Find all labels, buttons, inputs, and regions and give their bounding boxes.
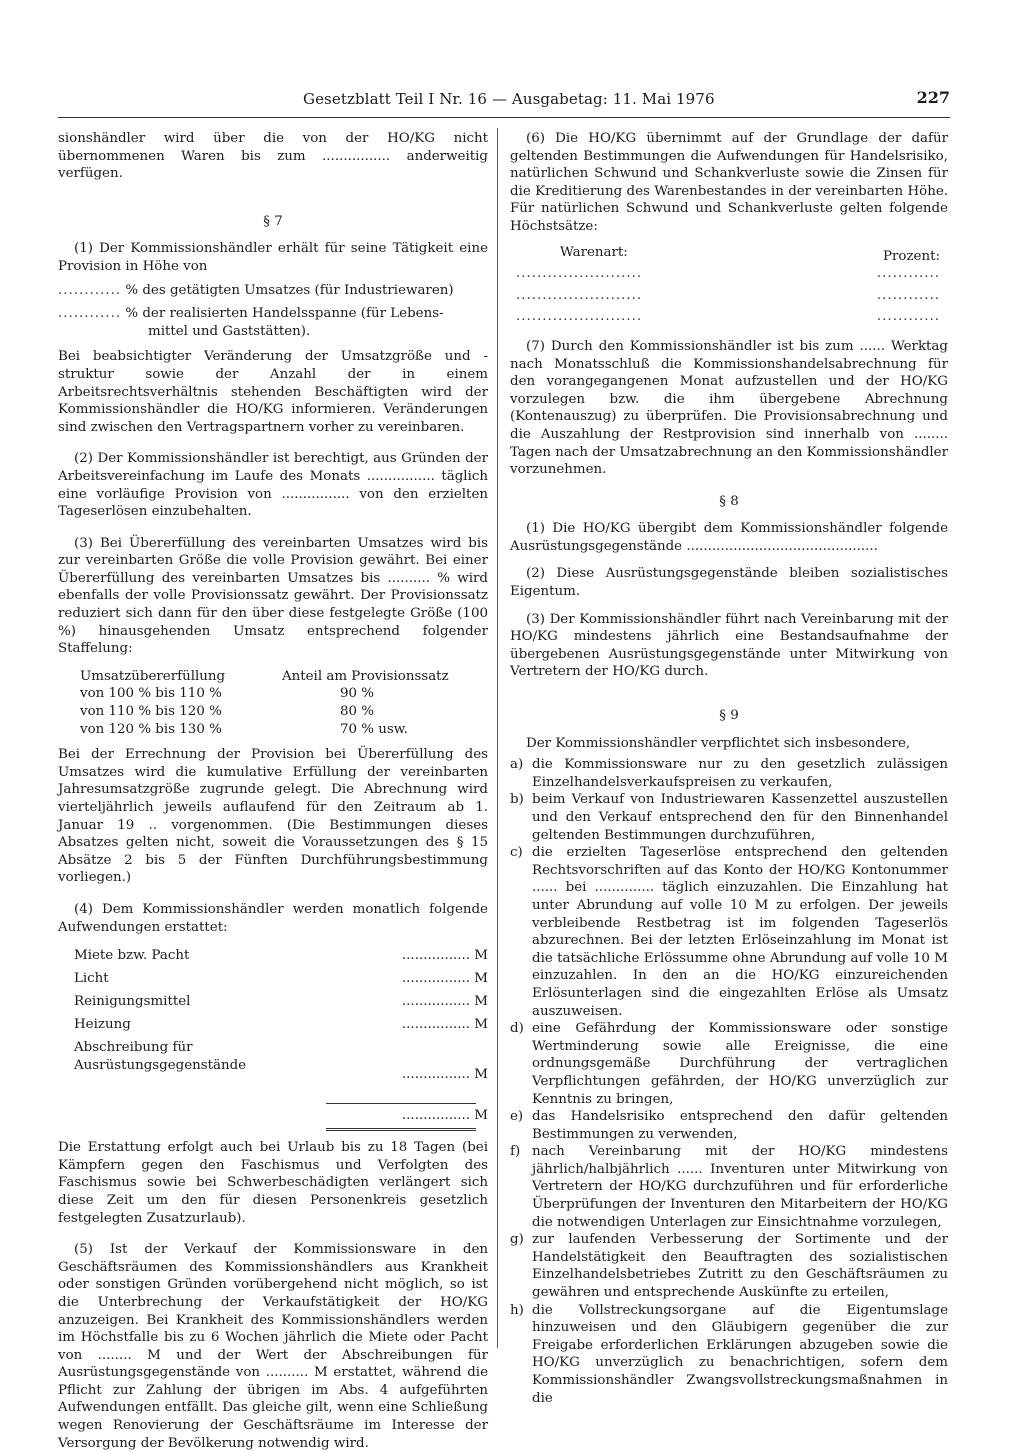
warenart-row (510, 304, 948, 326)
paragraph: Die Erstattung erfolgt auch bei Urlaub bis zu 18 Tagen (bei Kämpfern gegen den Faschismus und Verfolgten des Faschismus sowie bei Schwerbeschädigten verlängert sich diese Zeit um den für diesen Personenkreis gesetzlich festgelegten Zusatzurlaub). (58, 1140, 488, 1226)
expense-total-row (58, 1104, 488, 1127)
paragraph: (3) Bei Übererfüllung des vereinbarten Umsatzes wird bis zur vereinbarten Größe die volle Provision gewährt. Bei einer Übererfüllung des vereinbarten Umsatzes bis .......... % wird ebenfalls der volle Provisionssatz gewährt. Der Provisionssatz reduziert sich dann für den über diese festgelegte Größe (100 %) hinausgehenden Umsatz entsprechend folgender Staffelung: (58, 535, 488, 657)
section-heading: § 9 (719, 708, 739, 724)
percent-line (58, 282, 488, 300)
warenart-row (510, 283, 948, 305)
list-item-text: die Kommissionsware nur zu den gesetzlich zulässigen Einzelhandelsverkaufspreisen zu verkaufen, (532, 757, 948, 790)
list-item-text: die erzielten Tageserlöse entsprechend den geltenden Rechtsvorschriften auf das Konto der HO/KG Kontonummer ...... bei .............. täglich einzuzahlen. Die Einzahlung hat unter Abrundung auf volle 10 M zu erfolgen. Der jeweils verbleibende Restbetrag ist im folgenden Tageserlös abzurechnen. Bei der letzten Erlöseinzahlung im Monat ist die tatsächliche Erlössumme ohne Abrundung auf volle 10 M einzuzahlen. In den an die HO/KG einzureichenden Erlösunterlagen sind die eingezahlten Erlöse als Umsatz auszuweisen. (532, 845, 948, 1019)
list-item-label: d) (510, 1021, 524, 1037)
percent-line (58, 305, 488, 323)
expense-row (58, 1013, 488, 1036)
column-divider (497, 128, 498, 1348)
list-item (510, 1143, 948, 1231)
paragraph: (2) Diese Ausrüstungsgegenstände bleiben sozialistisches Eigentum. (510, 566, 948, 600)
list-item-label: e) (510, 1109, 524, 1125)
table-cell: von 100 % bis 110 % (80, 686, 222, 702)
table-header-cell: Umsatzübererfüllung (80, 668, 226, 684)
warenart-blank: ........................ (516, 287, 643, 303)
list-item (510, 1302, 948, 1408)
section-heading: § 8 (719, 493, 739, 509)
list-item (510, 844, 948, 1020)
list-item-label: c) (510, 845, 523, 861)
expense-label: Licht (74, 971, 109, 987)
table-cell: 90 % (339, 686, 374, 702)
paragraph: (7) Durch den Kommissionshändler ist bis zum ...... Werktag nach Monatsschluß die Kommissionshandelsabrechnung für den vorangegangenen Monat aufzustellen und der HO/KG vorzulegen bzw. die ihm übergebene Abrechnung (Kontenauszug) zu überprüfen. Die Provisionsabrechnung und die Auszahlung der Restprovision sind innerhalb von ........ Tagen nach der Umsatzabrechnung an den Kommissionshändler vorzunehmen. (510, 338, 948, 478)
prozent-blank: ............ (876, 266, 940, 282)
expense-label: Miete bzw. Pacht (74, 948, 190, 964)
obligation-list (510, 756, 948, 1407)
list-item-label: a) (510, 757, 524, 773)
expense-amount: ................ M (401, 994, 488, 1010)
blank-field: ............ (58, 282, 122, 298)
expense-row (58, 1057, 488, 1093)
percent-text: % des getätigten Umsatzes (für Industriewaren) (125, 282, 454, 298)
table-cell: 80 % (339, 704, 374, 720)
table-row (58, 685, 488, 703)
paragraph: (1) Die HO/KG übergibt dem Kommissionshändler folgende Ausrüstungsgegenstände ............................................. (510, 521, 948, 554)
list-item-label: h) (510, 1302, 524, 1318)
list-item-text: eine Gefährdung der Kommissionsware oder sonstige Wertminderung sowie alle Ereignisse, die eine ordnungsgemäße Durchführung der vertraglichen Verpflichtungen gefährden, der HO/KG unverzüglich zur Kenntnis zu bringen, (532, 1021, 948, 1107)
page-number: 227 (916, 88, 950, 107)
paragraph: (3) Der Kommissionshändler führt nach Vereinbarung mit der HO/KG mindestens jährlich eine Bestandsaufnahme der übergebenen Ausrüstungsgegenstände unter Mitwirkung von Vertretern der HO/KG durch. (510, 611, 948, 680)
header-rule (58, 117, 950, 118)
warenart-row (510, 265, 948, 283)
table-row (58, 721, 488, 739)
paragraph: (1) Der Kommissionshändler erhält für seine Tätigkeit eine Provision in Höhe von (58, 241, 488, 274)
paragraph: Der Kommissionshändler verpflichtet sich insbesondere, (526, 735, 911, 751)
table-header-row (58, 668, 488, 686)
right-column (510, 130, 948, 1407)
prozent-blank: ............ (876, 287, 940, 303)
prozent-head: Prozent: (883, 248, 940, 264)
header-title: Gesetzblatt Teil I Nr. 16 — Ausgabetag: 11. Mai 1976 (303, 90, 715, 108)
expense-total: ................ M (401, 1108, 488, 1124)
expense-row (58, 990, 488, 1013)
warenart-head: Warenart: (560, 244, 628, 260)
paragraph: (4) Dem Kommissionshändler werden monatlich folgende Aufwendungen erstattet: (58, 901, 488, 935)
expense-label: Heizung (74, 1017, 131, 1033)
list-item (510, 756, 948, 791)
list-item-text: die Vollstreckungsorgane auf die Eigentumslage hinzuweisen und den Gläubigern gegenüber die zur Freigabe erforderlichen Erklärungen abzugeben sowie die HO/KG unverzüglich zu benachrichtigen, sofern dem Kommissionshändler Zwangsvollstreckungsmaßnahmen in die (532, 1302, 948, 1406)
list-item-text: nach Vereinbarung mit der HO/KG mindestens jährlich/halbjährlich ...... Inventuren unter Mitwirkung von Vertretern der HO/KG durchzuführen und für erforderliche Überprüfungen der Inventuren den Mitarbeitern der HO/KG die notwendigen Unterlagen zur Einsichtnahme vorzulegen, (532, 1144, 948, 1230)
prozent-blank: ............ (876, 309, 940, 325)
table-cell: von 110 % bis 120 % (80, 704, 222, 720)
warenart-blank: ........................ (516, 266, 643, 282)
list-item-text: zur laufenden Verbesserung der Sortimente und der Handelstätigkeit den Beauftragten des sozialistischen Einzelhandelsbetriebes Zutritt zu den Geschäftsräumen zu gewähren und entsprechende Auskünfte zu erteilen, (532, 1232, 948, 1301)
paragraph: (2) Der Kommissionshändler ist berechtigt, aus Gründen der Arbeitsvereinfachung im Laufe des Monats ................ täglich eine vorläufige Provision von ................ von den erzielten Tageserlösen einzubehalten. (58, 451, 488, 520)
percent-continuation: mittel und Gaststätten). (148, 323, 311, 339)
percent-text: % der realisierten Handelsspanne (für Lebens- (125, 306, 444, 322)
list-item-label: g) (510, 1232, 524, 1248)
expense-label: Abschreibung für (74, 1040, 193, 1056)
paragraph: Bei der Errechnung der Provision bei Übererfüllung des Umsatzes wird die kumulative Erfüllung der vereinbarten Jahresumsatzgröße zugrunde gelegt. Die Abrechnung wird vierteljährlich jeweils auflaufend für den Zeitraum ab 1. Januar 19 .. vorgenommen. (Die Bestimmungen dieses Absatzes gelten nicht, soweit die Voraussetzungen des § 15 Absätze 2 bis 5 der Fünften Durchführungsbestimmung vorliegen.) (58, 747, 488, 886)
expense-label: Ausrüstungsgegenstände (74, 1058, 247, 1074)
list-item-text: das Handelsrisiko entsprechend den dafür geltenden Bestimmungen zu verwenden, (532, 1109, 948, 1142)
table-cell: 70 % usw. (339, 721, 408, 737)
expense-row (58, 944, 488, 967)
expense-list (58, 944, 488, 1131)
paragraph: (6) Die HO/KG übernimmt auf der Grundlage der dafür geltenden Bestimmungen die Aufwendungen für Handelsrisiko, natürlichen Schwund und Schankverluste sowie die Zinsen für die Kreditierung des Warenbestandes in der vereinbarten Höhe. Für natürlichen Schwund und Schankverluste gelten folgende Höchstsätze: (510, 131, 948, 234)
warenart-header (510, 244, 948, 266)
expense-amount: ................ M (401, 948, 488, 964)
left-column (58, 130, 488, 1452)
paragraph: sionshändler wird über die von der HO/KG nicht übernommenen Waren bis zum ................ anderweitig verfügen. (58, 131, 488, 182)
warenart-blank: ........................ (516, 309, 643, 325)
list-item (510, 1108, 948, 1143)
table-row (58, 703, 488, 721)
list-item (510, 791, 948, 844)
list-item (510, 1231, 948, 1301)
table-header-cell: Anteil am Provisionssatz (281, 668, 449, 684)
expense-label: Reinigungsmittel (74, 994, 191, 1010)
list-item-label: f) (510, 1144, 521, 1160)
table-cell: von 120 % bis 130 % (80, 721, 222, 737)
expense-amount: ................ M (401, 1067, 488, 1083)
blank-field: ............ (58, 306, 122, 322)
page-header (58, 88, 950, 114)
paragraph: Bei beabsichtigter Veränderung der Umsatzgröße und -struktur sowie der Anzahl der in einem Arbeitsrechtsverhältnis stehenden Beschäftigten wird der Kommissionshändler die HO/KG informieren. Veränderungen sind zwischen den Vertragspartnern vorher zu vereinbaren. (58, 349, 488, 435)
expense-amount: ................ M (401, 1017, 488, 1033)
paragraph: (5) Ist der Verkauf der Kommissionsware in den Geschäftsräumen des Kommissionshändlers aus Krankheit oder sonstigen Gründen vorübergehend nicht möglich, so ist die Unterbrechung der Verkaufstätigkeit der HO/KG anzuzeigen. Bei Krankheit des Kommissionshändlers werden im Höchstfalle bis zu 6 Wochen jährlich die Miete oder Pacht von ........ M und der Wert der Abschreibungen für Ausrüstungsgegenstände von .......... M erstattet, während die Pflicht zur Zahlung der übrigen im Abs. 4 aufgeführten Aufwendungen entfällt. Das gleiche gilt, wenn eine Schließung wegen Renovierung der Geschäftsräume im Interesse der Versorgung der Bevölkerung notwendig wird. (58, 1242, 488, 1451)
list-item (510, 1020, 948, 1108)
expense-row (58, 967, 488, 990)
list-item-text: beim Verkauf von Industriewaren Kassenzettel auszustellen und den Verkauf entsprechend den für den Binnenhandel geltenden Bestimmungen durchzuführen, (532, 792, 948, 843)
expense-amount: ................ M (401, 971, 488, 987)
section-heading: § 7 (263, 213, 283, 229)
list-item-label: b) (510, 792, 524, 808)
staffelung-table (58, 668, 488, 738)
